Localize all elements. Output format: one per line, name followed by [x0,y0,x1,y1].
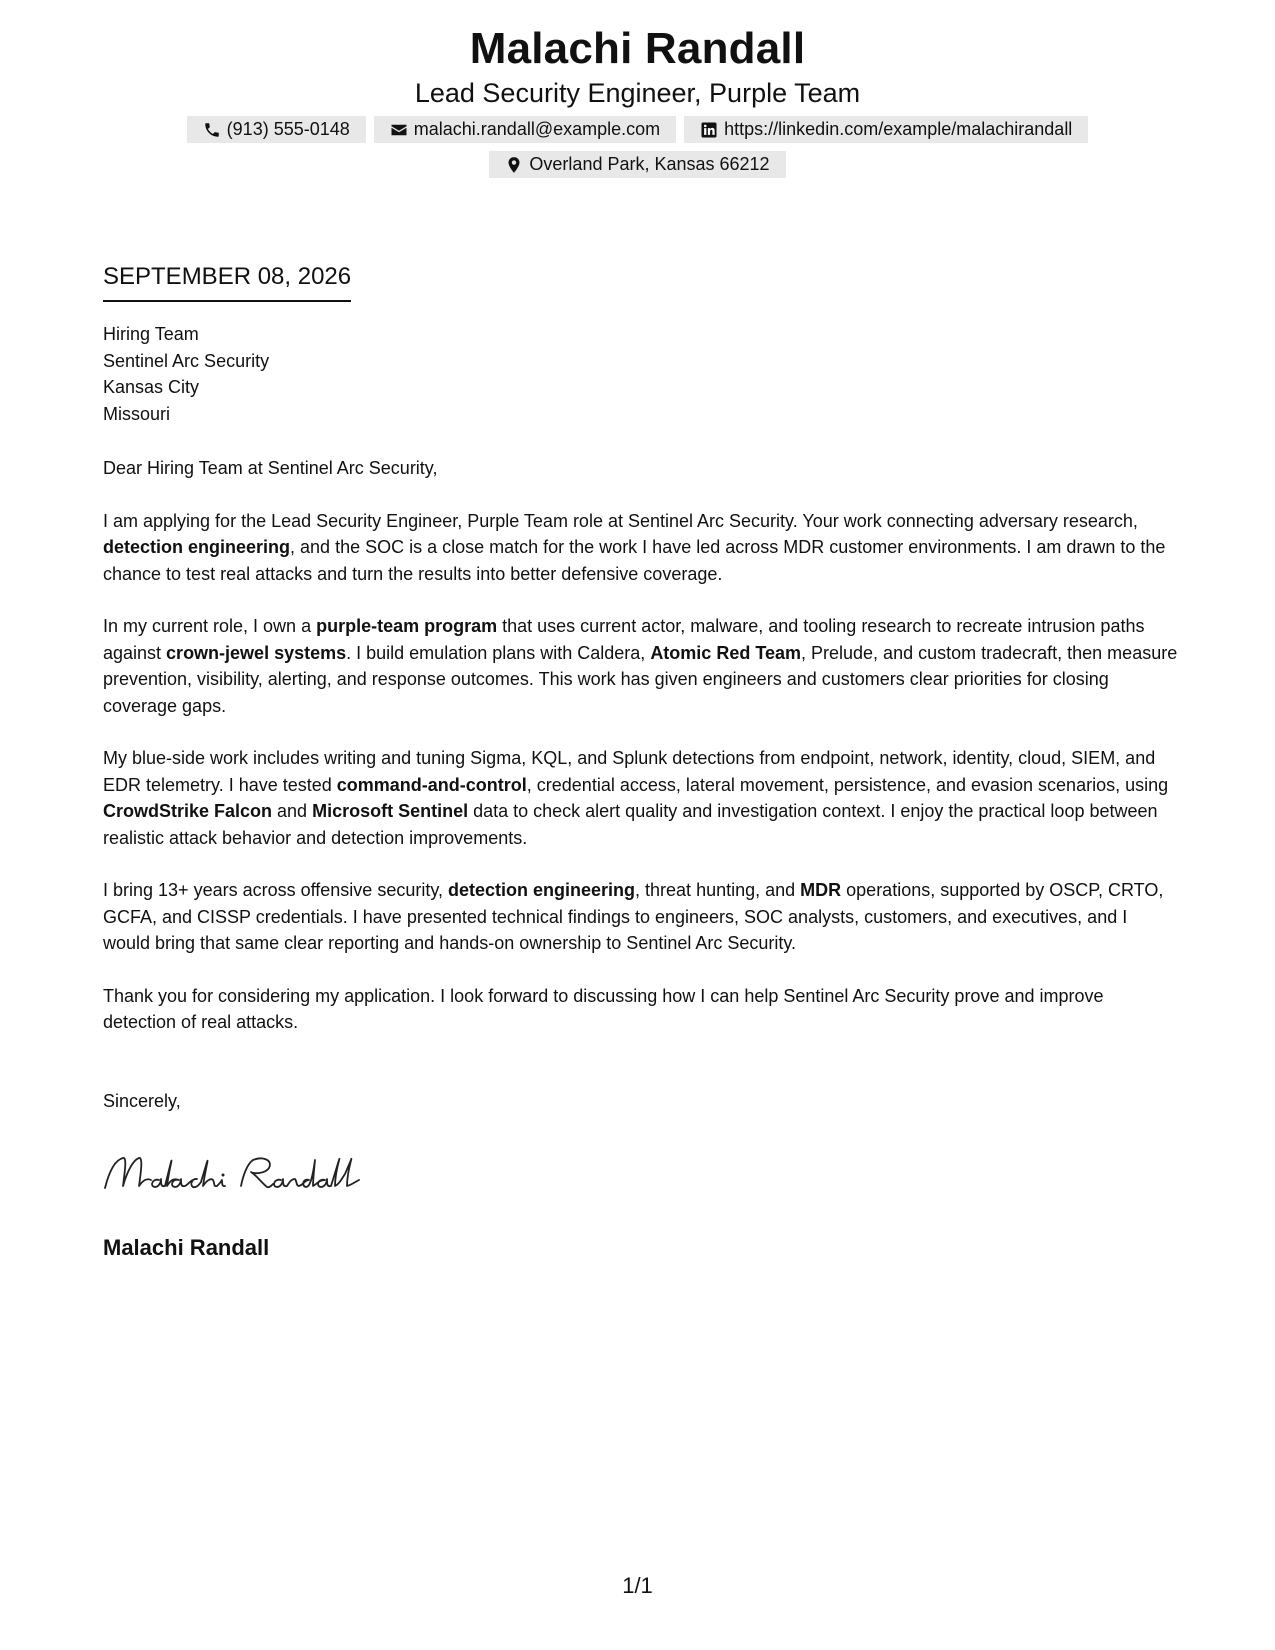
bold-run: detection engineering [448,880,636,900]
paragraph-blue-side [103,745,1178,851]
text-run: and [272,801,313,821]
recipient-city: Kansas City [103,377,200,397]
contact-phone [187,116,366,143]
text-run: , threat hunting, and [635,880,801,900]
envelope-icon [390,121,408,139]
bold-run: crown-jewel systems [166,642,347,663]
email-text: malachi.randall@example.com [413,119,661,139]
text-run: I bring 13+ years across offensive security, [103,880,448,900]
letter-date: SEPTEMBER 08, 2026 [103,262,351,302]
bold-run: MDR [800,880,842,900]
text-run: My blue-side work includes writing and tuning Sigma, KQL, and Splunk detections from endpoint, network, identity, cloud, SIEM, and EDR telemetry. I have tested [103,748,1156,795]
paragraph-thanks: Thank you for considering my application. I look forward to discussing how I can help Sentinel Arc Security prove and improve detection of real attacks. [103,985,1104,1032]
contact-row-location [0,151,1275,178]
phone-icon [203,121,221,139]
contact-location [489,151,785,178]
recipient-address [103,321,269,427]
closing: Sincerely, [103,1091,181,1111]
page-indicator: 1/1 [622,1573,653,1598]
bold-run: purple-team program [316,616,498,636]
letter-header [0,22,1275,178]
recipient-company: Sentinel Arc Security [103,350,270,371]
salutation: Dear Hiring Team at Sentinel Arc Security, [103,458,438,478]
text-run: data to check alert quality and investigation context. I enjoy the practical loop between realistic attack behavior and detection improvements. [103,801,1158,848]
location-text: Overland Park, Kansas 66212 [529,154,770,174]
applicant-name: Malachi Randall [469,24,806,73]
text-run: I am applying for the Lead Security Engineer, Purple Team role at Sentinel Arc Security. Your work connecting adversary research, [103,510,1138,531]
applicant-title: Lead Security Engineer, Purple Team [414,78,861,108]
linkedin-icon [700,121,718,139]
recipient-line: Hiring Team [103,324,199,344]
bold-run: Atomic Red Team [650,642,802,663]
bold-run: Microsoft Sentinel [312,801,469,821]
text-run: In my current role, I own a [103,616,317,636]
text-run: operations, supported by OSCP, CRTO, GCFA, and CISSP credentials. I have presented technical findings to engineers, SOC analysts, customers, and executives, and I would bring that same clear reporting and hands-on ownership to Sentinel Arc Security. [103,880,1164,953]
signed-name: Malachi Randall [103,1235,270,1260]
map-pin-icon [505,156,523,174]
linkedin-text: https://linkedin.com/example/malachirandall [724,119,1073,139]
contact-email [374,116,676,143]
phone-text: (913) 555-0148 [226,119,350,139]
text-run: , credential access, lateral movement, persistence, and evasion scenarios, using [526,774,1169,795]
contact-linkedin [684,116,1088,143]
paragraph-intro [103,508,1178,588]
contact-row [0,116,1275,143]
paragraph-purple-team [103,613,1178,719]
bold-run: command-and-control [336,774,527,795]
text-run: , and the SOC is a close match for the work I have led across MDR customer environments. I am drawn to the chance to test real attacks and turn the results into better defensive coverage. [103,537,1166,584]
letter-date-block [103,262,351,302]
paragraph-experience [103,877,1178,957]
text-run: that uses current actor, malware, and tooling research to recreate intrusion paths against [103,616,1145,663]
recipient-state: Missouri [103,403,171,424]
handwritten-signature [101,1150,371,1200]
letter-body [103,455,1178,1062]
bold-run: detection engineering [103,537,291,557]
bold-run: CrowdStrike Falcon [103,801,273,821]
text-run: . I build emulation plans with Caldera, [346,642,651,663]
text-run: , Prelude, and custom tradecraft, then measure prevention, visibility, alerting, and response outcomes. This work has given engineers and customers clear priorities for closing coverage gaps. [103,642,1178,716]
